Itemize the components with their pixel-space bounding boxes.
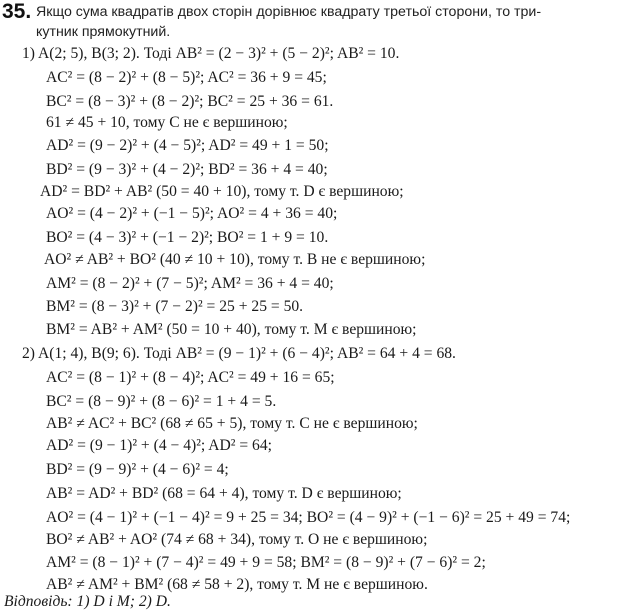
solution-line: BC² = (8 − 3)² + (8 − 2)²; BC² = 25 + 36 = 61. bbox=[46, 93, 334, 110]
solution-line: AB² = AD² + BD² (68 = 64 + 4), тому т. D є вершиною; bbox=[46, 485, 402, 502]
solution-line: AO² = (4 − 1)² + (−1 − 4)² = 9 + 25 = 34; BO² = (4 − 9)² + (−1 − 6)² = 25 + 49 = 74; bbox=[46, 509, 571, 526]
solution-line: BD² = (9 − 3)² + (4 − 2)²; BD² = 36 + 4 = 40; bbox=[46, 161, 328, 178]
statement-line-1: Якщо сума квадратів двох сторін дорівнює квадрату третьої сторони, то три- bbox=[36, 4, 542, 20]
answer: Відповідь: 1) D і M; 2) D. bbox=[4, 593, 171, 610]
solution-line: AD² = BD² + AB² (50 = 40 + 10), тому т. D є вершиною; bbox=[40, 183, 404, 200]
solution-line: 61 ≠ 45 + 10, тому C не є вершиною; bbox=[46, 114, 288, 131]
solution-line: 2) A(1; 4), B(9; 6). Тоді AB² = (9 − 1)² + (6 − 4)²; AB² = 64 + 4 = 68. bbox=[22, 345, 456, 362]
solution-line: AM² = (8 − 1)² + (7 − 4)² = 49 + 9 = 58; BM² = (8 − 9)² + (7 − 6)² = 2; bbox=[46, 554, 486, 571]
solution-line: AD² = (9 − 1)² + (4 − 4)²; AD² = 64; bbox=[46, 437, 272, 454]
solution-line: BM² = (8 − 3)² + (7 − 2)² = 25 + 25 = 50. bbox=[46, 298, 304, 315]
solution-line: AM² = (8 − 2)² + (7 − 5)²; AM² = 36 + 4 = 40; bbox=[46, 275, 334, 292]
solution-line: BO² ≠ AB² + AO² (74 ≠ 68 + 34), тому т. O не є вершиною; bbox=[46, 531, 428, 548]
statement-line-2: кутник прямокутний. bbox=[36, 24, 171, 40]
solution-line: AB² ≠ AM² + BM² (68 ≠ 58 + 2), тому т. M не є вершиною. bbox=[46, 576, 428, 593]
solution-line: AO² = (4 − 2)² + (−1 − 5)²; AO² = 4 + 36 = 40; bbox=[46, 205, 338, 222]
solution-line: BO² = (4 − 3)² + (−1 − 2)²; BO² = 1 + 9 = 10. bbox=[46, 229, 329, 246]
solution-line: 1) A(2; 5), B(3; 2). Тоді AB² = (2 − 3)² + (5 − 2)²; AB² = 10. bbox=[22, 45, 400, 62]
problem-number: 35. bbox=[2, 0, 32, 23]
solution-line: BM² = AB² + AM² (50 = 10 + 40), тому т. M є вершиною; bbox=[46, 321, 417, 338]
solution-line: BD² = (9 − 9)² + (4 − 6)² = 4; bbox=[46, 461, 229, 478]
solution-line: AC² = (8 − 1)² + (8 − 4)²; AC² = 49 + 16 = 65; bbox=[46, 369, 335, 386]
solution-line: AD² = (9 − 2)² + (4 − 5)²; AD² = 49 + 1 = 50; bbox=[46, 137, 329, 154]
solution-line: AC² = (8 − 2)² + (8 − 5)²; AC² = 36 + 9 = 45; bbox=[46, 69, 327, 86]
problem-statement bbox=[36, 2, 628, 42]
solution-line: BC² = (8 − 9)² + (8 − 6)² = 1 + 4 = 5. bbox=[46, 393, 277, 410]
solution-line: AB² ≠ AC² + BC² (68 ≠ 65 + 5), тому т. C не є вершиною; bbox=[46, 415, 418, 432]
solution-line: AO² ≠ AB² + BO² (40 ≠ 10 + 10), тому т. B не є вершиною; bbox=[44, 251, 426, 268]
